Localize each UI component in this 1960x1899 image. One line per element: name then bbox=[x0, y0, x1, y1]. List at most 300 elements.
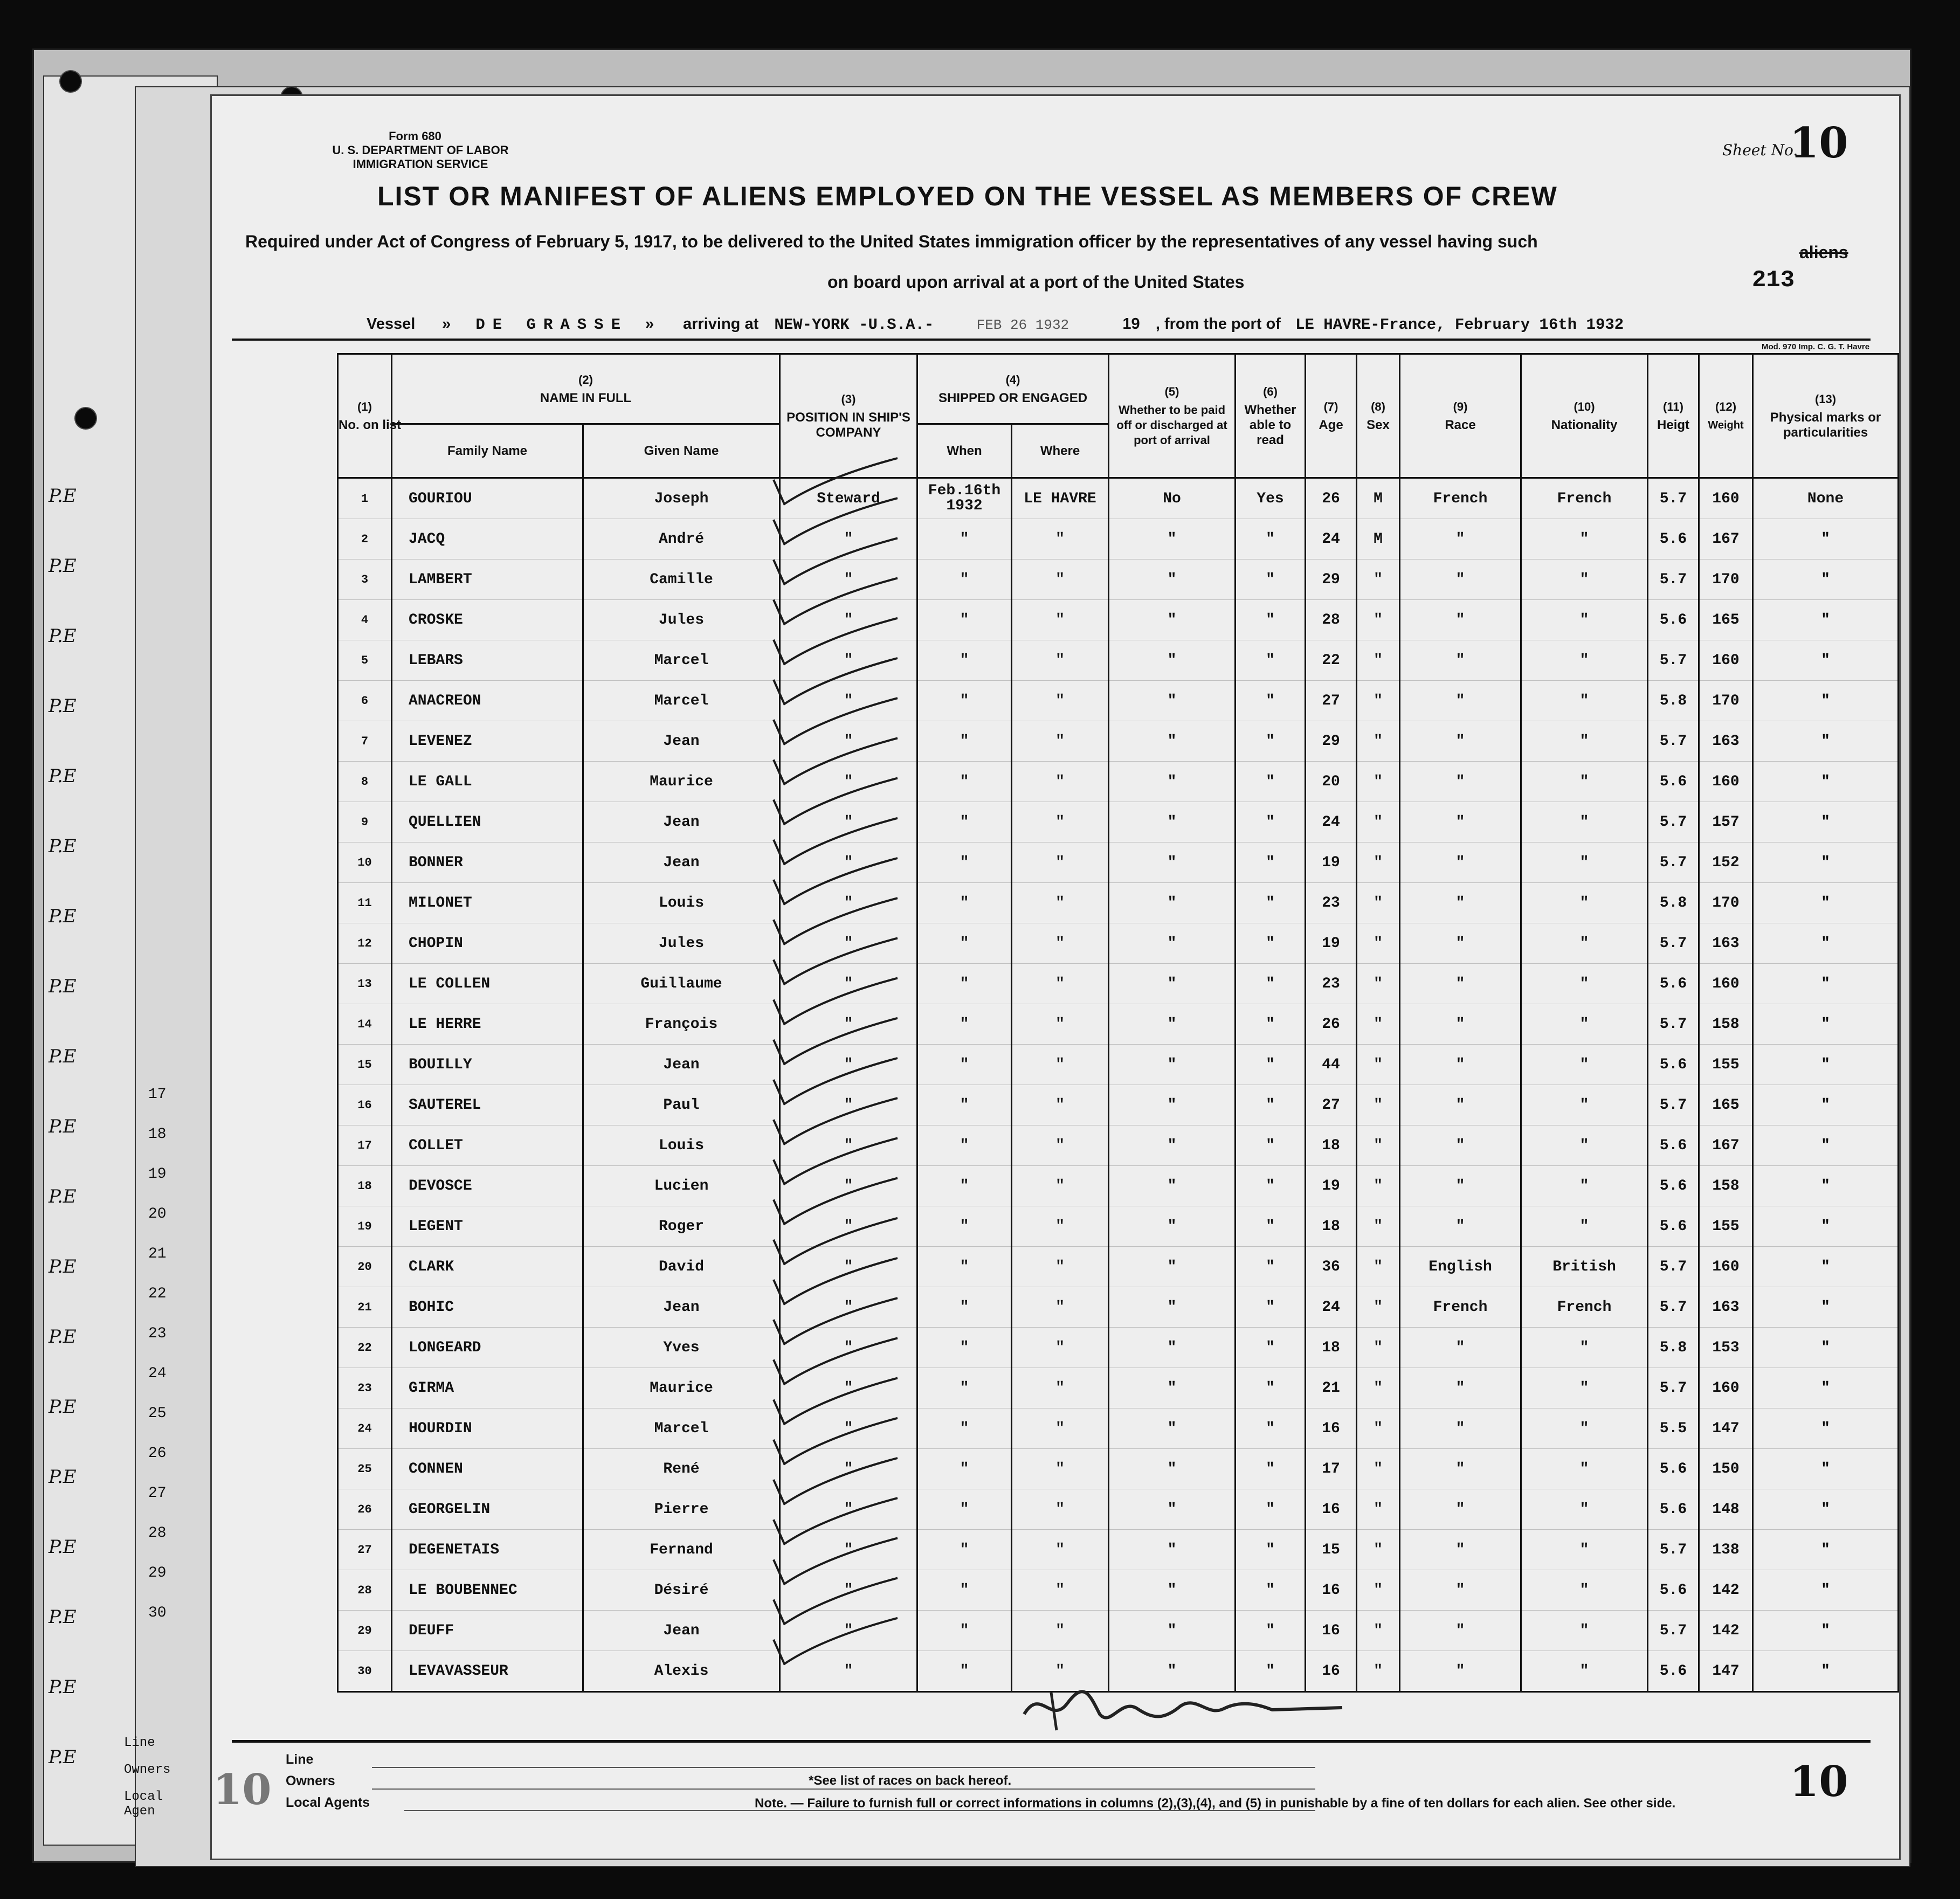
header-position: (3) POSITION IN SHIP'S COMPANY bbox=[780, 354, 917, 478]
cell-list-number: 27 bbox=[338, 1530, 392, 1570]
cell-race: " bbox=[1400, 1328, 1521, 1368]
check-mark bbox=[774, 698, 898, 744]
cell-given-name: Camille bbox=[583, 560, 780, 600]
cell-race: " bbox=[1400, 1166, 1521, 1206]
header-nationality: (10) Nationality bbox=[1521, 354, 1648, 478]
strip-number: 19 bbox=[148, 1166, 167, 1183]
cell-shipped-where: " bbox=[1012, 843, 1109, 883]
cell-shipped-where: " bbox=[1012, 762, 1109, 802]
cell-family-name: LONGEARD bbox=[392, 1328, 583, 1368]
cell-list-number: 16 bbox=[338, 1085, 392, 1125]
cell-paid-off: " bbox=[1109, 1247, 1236, 1287]
cell-able-to-read: Yes bbox=[1236, 478, 1306, 519]
cell-sex: " bbox=[1357, 600, 1400, 640]
cell-nationality: " bbox=[1521, 519, 1648, 560]
cell-physical-marks: " bbox=[1753, 1449, 1899, 1489]
cell-paid-off: " bbox=[1109, 600, 1236, 640]
cell-family-name: DEVOSCE bbox=[392, 1166, 583, 1206]
cell-race: " bbox=[1400, 640, 1521, 681]
cell-position: " bbox=[780, 1368, 917, 1408]
cell-sex: " bbox=[1357, 1206, 1400, 1247]
cell-age: 24 bbox=[1306, 802, 1357, 843]
cell-nationality: " bbox=[1521, 1206, 1648, 1247]
cell-weight: 160 bbox=[1699, 478, 1753, 519]
cell-nationality: " bbox=[1521, 1004, 1648, 1045]
cell-sex: " bbox=[1357, 964, 1400, 1004]
cell-list-number: 17 bbox=[338, 1125, 392, 1166]
cell-age: 28 bbox=[1306, 600, 1357, 640]
cell-race: " bbox=[1400, 843, 1521, 883]
cell-sex: " bbox=[1357, 721, 1400, 762]
cell-sex: " bbox=[1357, 1247, 1400, 1287]
cell-paid-off: " bbox=[1109, 640, 1236, 681]
cell-physical-marks: " bbox=[1753, 1489, 1899, 1530]
cell-able-to-read: " bbox=[1236, 1651, 1306, 1692]
pe-mark: P.E bbox=[49, 1746, 77, 1768]
check-mark bbox=[774, 1098, 898, 1144]
mod-note: Mod. 970 Imp. C. G. T. Havre bbox=[1762, 342, 1870, 351]
vessel-label: Vessel bbox=[367, 315, 416, 333]
cell-given-name: Maurice bbox=[583, 1368, 780, 1408]
footer-line-label: Line bbox=[286, 1752, 314, 1767]
cell-able-to-read: " bbox=[1236, 560, 1306, 600]
punch-hole bbox=[59, 70, 82, 93]
cell-height: 5.7 bbox=[1648, 1368, 1699, 1408]
cell-nationality: " bbox=[1521, 1530, 1648, 1570]
cell-height: 5.5 bbox=[1648, 1408, 1699, 1449]
header-shipped-engaged: (4) SHIPPED OR ENGAGED bbox=[917, 354, 1109, 424]
table-row bbox=[338, 1004, 1899, 1045]
cell-age: 20 bbox=[1306, 762, 1357, 802]
footer-owners-label: Owners bbox=[286, 1773, 335, 1788]
cell-age: 18 bbox=[1306, 1206, 1357, 1247]
cell-age: 17 bbox=[1306, 1449, 1357, 1489]
sheet-label: Sheet No. bbox=[1722, 141, 1798, 159]
cell-family-name: CONNEN bbox=[392, 1449, 583, 1489]
cell-paid-off: " bbox=[1109, 560, 1236, 600]
cell-age: 16 bbox=[1306, 1611, 1357, 1651]
cell-height: 5.7 bbox=[1648, 640, 1699, 681]
pe-mark: P.E bbox=[49, 1186, 77, 1207]
cell-position: " bbox=[780, 1408, 917, 1449]
cell-able-to-read: " bbox=[1236, 1247, 1306, 1287]
cell-able-to-read: " bbox=[1236, 762, 1306, 802]
cell-shipped-when: " bbox=[917, 1206, 1012, 1247]
cell-shipped-when: " bbox=[917, 1651, 1012, 1692]
strip-number: 21 bbox=[148, 1246, 167, 1262]
check-mark bbox=[774, 578, 898, 624]
cell-physical-marks: " bbox=[1753, 1004, 1899, 1045]
cell-family-name: SAUTEREL bbox=[392, 1085, 583, 1125]
cell-list-number: 10 bbox=[338, 843, 392, 883]
header-weight: (12) Weight bbox=[1699, 354, 1753, 478]
cell-shipped-where: " bbox=[1012, 1247, 1109, 1287]
check-mark bbox=[774, 1018, 898, 1064]
cell-race: " bbox=[1400, 681, 1521, 721]
cell-shipped-where: " bbox=[1012, 640, 1109, 681]
check-mark bbox=[774, 818, 898, 864]
cell-family-name: GEORGELIN bbox=[392, 1489, 583, 1530]
check-mark bbox=[774, 1418, 898, 1464]
cell-able-to-read: " bbox=[1236, 1449, 1306, 1489]
cell-paid-off: " bbox=[1109, 1449, 1236, 1489]
cell-height: 5.8 bbox=[1648, 883, 1699, 923]
cell-race: " bbox=[1400, 1611, 1521, 1651]
cell-given-name: Jean bbox=[583, 843, 780, 883]
cell-given-name: Jean bbox=[583, 1287, 780, 1328]
pe-mark: P.E bbox=[49, 906, 77, 927]
cell-given-name: Roger bbox=[583, 1206, 780, 1247]
cell-age: 24 bbox=[1306, 519, 1357, 560]
cell-family-name: COLLET bbox=[392, 1125, 583, 1166]
check-mark bbox=[774, 1138, 898, 1184]
check-mark bbox=[774, 498, 898, 544]
check-mark bbox=[774, 738, 898, 784]
cell-race: " bbox=[1400, 923, 1521, 964]
cell-weight: 163 bbox=[1699, 721, 1753, 762]
cell-weight: 160 bbox=[1699, 640, 1753, 681]
vessel-underline bbox=[232, 339, 1871, 341]
cell-given-name: Jean bbox=[583, 721, 780, 762]
cell-height: 5.6 bbox=[1648, 762, 1699, 802]
cell-list-number: 7 bbox=[338, 721, 392, 762]
cell-nationality: " bbox=[1521, 1328, 1648, 1368]
table-row bbox=[338, 1247, 1899, 1287]
cell-able-to-read: " bbox=[1236, 1166, 1306, 1206]
cell-height: 5.6 bbox=[1648, 1166, 1699, 1206]
cell-physical-marks: " bbox=[1753, 1368, 1899, 1408]
cell-height: 5.7 bbox=[1648, 478, 1699, 519]
cell-list-number: 21 bbox=[338, 1287, 392, 1328]
pe-mark: P.E bbox=[49, 695, 77, 717]
check-mark bbox=[774, 1058, 898, 1104]
vessel-row bbox=[367, 314, 1624, 334]
cell-list-number: 1 bbox=[338, 478, 392, 519]
cell-able-to-read: " bbox=[1236, 1570, 1306, 1611]
cell-position: " bbox=[780, 1449, 917, 1489]
cell-position: " bbox=[780, 1166, 917, 1206]
cell-given-name: David bbox=[583, 1247, 780, 1287]
cell-position: " bbox=[780, 802, 917, 843]
table-row bbox=[338, 1045, 1899, 1085]
cell-nationality: " bbox=[1521, 1408, 1648, 1449]
cell-physical-marks: " bbox=[1753, 1570, 1899, 1611]
cell-list-number: 6 bbox=[338, 681, 392, 721]
cell-shipped-where: " bbox=[1012, 1570, 1109, 1611]
cell-shipped-where: " bbox=[1012, 1004, 1109, 1045]
cell-shipped-when: " bbox=[917, 843, 1012, 883]
cell-age: 16 bbox=[1306, 1489, 1357, 1530]
cell-family-name: BONNER bbox=[392, 843, 583, 883]
table-row bbox=[338, 560, 1899, 600]
cell-weight: 167 bbox=[1699, 1125, 1753, 1166]
header-name-in-full: (2) NAME IN FULL bbox=[392, 354, 780, 424]
cell-height: 5.6 bbox=[1648, 1206, 1699, 1247]
cell-sex: " bbox=[1357, 1570, 1400, 1611]
cell-list-number: 5 bbox=[338, 640, 392, 681]
strip-number: 29 bbox=[148, 1565, 167, 1582]
pe-mark: P.E bbox=[49, 625, 77, 647]
cell-list-number: 2 bbox=[338, 519, 392, 560]
cell-sex: " bbox=[1357, 802, 1400, 843]
cell-sex: " bbox=[1357, 1368, 1400, 1408]
cell-physical-marks: " bbox=[1753, 681, 1899, 721]
cell-physical-marks: " bbox=[1753, 1247, 1899, 1287]
cell-position: " bbox=[780, 721, 917, 762]
cell-weight: 160 bbox=[1699, 1368, 1753, 1408]
cell-sex: " bbox=[1357, 883, 1400, 923]
cell-age: 26 bbox=[1306, 478, 1357, 519]
cell-weight: 165 bbox=[1699, 1085, 1753, 1125]
cell-paid-off: " bbox=[1109, 1045, 1236, 1085]
cell-height: 5.6 bbox=[1648, 1045, 1699, 1085]
cell-height: 5.8 bbox=[1648, 681, 1699, 721]
cell-position: " bbox=[780, 681, 917, 721]
cell-height: 5.6 bbox=[1648, 1125, 1699, 1166]
cell-given-name: Yves bbox=[583, 1328, 780, 1368]
strip-line-label: Line bbox=[124, 1736, 155, 1750]
cell-given-name: Marcel bbox=[583, 681, 780, 721]
cell-age: 24 bbox=[1306, 1287, 1357, 1328]
cell-sex: " bbox=[1357, 923, 1400, 964]
cell-weight: 163 bbox=[1699, 1287, 1753, 1328]
cell-physical-marks: " bbox=[1753, 964, 1899, 1004]
cell-weight: 155 bbox=[1699, 1206, 1753, 1247]
cell-height: 5.6 bbox=[1648, 1489, 1699, 1530]
cell-able-to-read: " bbox=[1236, 681, 1306, 721]
cell-list-number: 25 bbox=[338, 1449, 392, 1489]
cell-age: 29 bbox=[1306, 721, 1357, 762]
pe-mark: P.E bbox=[49, 1256, 77, 1277]
cell-paid-off: No bbox=[1109, 478, 1236, 519]
cell-given-name: Marcel bbox=[583, 1408, 780, 1449]
cell-shipped-where: " bbox=[1012, 1368, 1109, 1408]
pe-mark: P.E bbox=[49, 1396, 77, 1418]
cell-family-name: DEGENETAIS bbox=[392, 1530, 583, 1570]
cell-race: " bbox=[1400, 964, 1521, 1004]
cell-shipped-where: " bbox=[1012, 883, 1109, 923]
cell-nationality: " bbox=[1521, 721, 1648, 762]
cell-given-name: Fernand bbox=[583, 1530, 780, 1570]
cell-shipped-where: " bbox=[1012, 600, 1109, 640]
check-mark bbox=[774, 538, 898, 584]
cell-shipped-where: " bbox=[1012, 964, 1109, 1004]
table-row bbox=[338, 1408, 1899, 1449]
check-mark bbox=[774, 1498, 898, 1544]
cell-shipped-where: " bbox=[1012, 1489, 1109, 1530]
cell-position: " bbox=[780, 1530, 917, 1570]
cell-nationality: French bbox=[1521, 478, 1648, 519]
cell-paid-off: " bbox=[1109, 1368, 1236, 1408]
cell-paid-off: " bbox=[1109, 1328, 1236, 1368]
header-height: (11) Heigt bbox=[1648, 354, 1699, 478]
required-line-1: Required under Act of Congress of February 5, 1917, to be delivered to the United States immigration officer by the representatives of any vessel having such bbox=[245, 232, 1538, 251]
cell-weight: 160 bbox=[1699, 762, 1753, 802]
cell-race: " bbox=[1400, 1530, 1521, 1570]
cell-race: " bbox=[1400, 1449, 1521, 1489]
check-mark bbox=[774, 1338, 898, 1384]
cell-physical-marks: " bbox=[1753, 1085, 1899, 1125]
cell-paid-off: " bbox=[1109, 883, 1236, 923]
cell-shipped-where: " bbox=[1012, 681, 1109, 721]
cell-physical-marks: " bbox=[1753, 1045, 1899, 1085]
cell-paid-off: " bbox=[1109, 1085, 1236, 1125]
cell-position: " bbox=[780, 1247, 917, 1287]
cell-sex: " bbox=[1357, 681, 1400, 721]
cell-height: 5.7 bbox=[1648, 1004, 1699, 1045]
cell-shipped-when: " bbox=[917, 721, 1012, 762]
cell-height: 5.7 bbox=[1648, 721, 1699, 762]
cell-sex: " bbox=[1357, 1489, 1400, 1530]
arriving-port: NEW-YORK -U.S.A.- bbox=[774, 316, 934, 334]
arriving-label: arriving at bbox=[683, 315, 759, 333]
cell-age: 15 bbox=[1306, 1530, 1357, 1570]
cell-sex: " bbox=[1357, 1408, 1400, 1449]
cell-physical-marks: " bbox=[1753, 802, 1899, 843]
cell-able-to-read: " bbox=[1236, 1489, 1306, 1530]
inspector-signature bbox=[1019, 1676, 1353, 1736]
cell-race: " bbox=[1400, 1651, 1521, 1692]
cell-height: 5.7 bbox=[1648, 1287, 1699, 1328]
cell-nationality: " bbox=[1521, 560, 1648, 600]
cell-shipped-where: " bbox=[1012, 721, 1109, 762]
cell-sex: " bbox=[1357, 843, 1400, 883]
cell-age: 44 bbox=[1306, 1045, 1357, 1085]
table-row bbox=[338, 681, 1899, 721]
cell-paid-off: " bbox=[1109, 1287, 1236, 1328]
table-row bbox=[338, 883, 1899, 923]
cell-height: 5.6 bbox=[1648, 519, 1699, 560]
pe-mark: P.E bbox=[49, 485, 77, 507]
cell-paid-off: " bbox=[1109, 802, 1236, 843]
cell-family-name: LE COLLEN bbox=[392, 964, 583, 1004]
cell-sex: " bbox=[1357, 1651, 1400, 1692]
cell-able-to-read: " bbox=[1236, 600, 1306, 640]
table-row bbox=[338, 1085, 1899, 1125]
cell-physical-marks: " bbox=[1753, 1287, 1899, 1328]
cell-shipped-where: " bbox=[1012, 1287, 1109, 1328]
table-row bbox=[338, 1611, 1899, 1651]
cell-family-name: LE HERRE bbox=[392, 1004, 583, 1045]
year-label: 19 bbox=[1122, 315, 1140, 333]
header-race: (9) Race bbox=[1400, 354, 1521, 478]
cell-nationality: " bbox=[1521, 600, 1648, 640]
left-sheet-strip bbox=[49, 108, 183, 1833]
cell-nationality: " bbox=[1521, 843, 1648, 883]
cell-weight: 165 bbox=[1699, 600, 1753, 640]
cell-shipped-where: " bbox=[1012, 1328, 1109, 1368]
cell-race: English bbox=[1400, 1247, 1521, 1287]
punch-hole bbox=[74, 407, 97, 430]
header-physical-marks: (13) Physical marks or particularities bbox=[1753, 354, 1899, 478]
cell-paid-off: " bbox=[1109, 681, 1236, 721]
cell-nationality: " bbox=[1521, 802, 1648, 843]
table-row bbox=[338, 802, 1899, 843]
cell-shipped-where: " bbox=[1012, 1530, 1109, 1570]
cell-list-number: 3 bbox=[338, 560, 392, 600]
cell-race: French bbox=[1400, 478, 1521, 519]
cell-list-number: 9 bbox=[338, 802, 392, 843]
cell-able-to-read: " bbox=[1236, 1530, 1306, 1570]
check-mark bbox=[774, 1218, 898, 1264]
cell-physical-marks: " bbox=[1753, 762, 1899, 802]
cell-position: " bbox=[780, 640, 917, 681]
strip-owners-label: Owners bbox=[124, 1763, 171, 1777]
cell-position: " bbox=[780, 1004, 917, 1045]
check-mark bbox=[774, 898, 898, 944]
header-family-name: Family Name bbox=[392, 424, 583, 478]
pe-mark: P.E bbox=[49, 1536, 77, 1558]
footer-rule bbox=[232, 1740, 1871, 1743]
cell-height: 5.6 bbox=[1648, 964, 1699, 1004]
cell-race: " bbox=[1400, 560, 1521, 600]
cell-weight: 163 bbox=[1699, 923, 1753, 964]
cell-race: " bbox=[1400, 1368, 1521, 1408]
cell-height: 5.7 bbox=[1648, 1085, 1699, 1125]
cell-physical-marks: " bbox=[1753, 1611, 1899, 1651]
strip-number: 28 bbox=[148, 1525, 167, 1542]
cell-able-to-read: " bbox=[1236, 1004, 1306, 1045]
cell-sex: " bbox=[1357, 1125, 1400, 1166]
check-mark bbox=[774, 778, 898, 824]
cell-able-to-read: " bbox=[1236, 1125, 1306, 1166]
footer-local-agents-label: Local Agents bbox=[286, 1795, 370, 1810]
cell-given-name: Guillaume bbox=[583, 964, 780, 1004]
cell-physical-marks: " bbox=[1753, 560, 1899, 600]
pe-mark: P.E bbox=[49, 1466, 77, 1488]
cell-paid-off: " bbox=[1109, 1530, 1236, 1570]
table-row bbox=[338, 1287, 1899, 1328]
cell-nationality: British bbox=[1521, 1247, 1648, 1287]
cell-position: " bbox=[780, 1328, 917, 1368]
cell-race: " bbox=[1400, 802, 1521, 843]
strip-local-label: Local Agen bbox=[124, 1790, 163, 1819]
cell-race: " bbox=[1400, 1004, 1521, 1045]
cell-list-number: 22 bbox=[338, 1328, 392, 1368]
cell-weight: 155 bbox=[1699, 1045, 1753, 1085]
cell-sex: " bbox=[1357, 1328, 1400, 1368]
cell-age: 23 bbox=[1306, 883, 1357, 923]
cell-given-name: René bbox=[583, 1449, 780, 1489]
table-row bbox=[338, 1166, 1899, 1206]
cell-race: " bbox=[1400, 1125, 1521, 1166]
cell-list-number: 29 bbox=[338, 1611, 392, 1651]
penalty-note: Note. — Failure to furnish full or correct informations in columns (2),(3),(4), and (5) in punishable by a fine of ten dollars for each alien. See other side. bbox=[755, 1796, 1676, 1811]
cell-race: " bbox=[1400, 1085, 1521, 1125]
cell-weight: 170 bbox=[1699, 560, 1753, 600]
cell-paid-off: " bbox=[1109, 923, 1236, 964]
cell-shipped-where: " bbox=[1012, 1045, 1109, 1085]
cell-list-number: 26 bbox=[338, 1489, 392, 1530]
cell-sex: " bbox=[1357, 1449, 1400, 1489]
table-row bbox=[338, 600, 1899, 640]
header-given-name: Given Name bbox=[583, 424, 780, 478]
cell-sex: " bbox=[1357, 1530, 1400, 1570]
header-when: When bbox=[917, 424, 1012, 478]
cell-paid-off: " bbox=[1109, 519, 1236, 560]
cell-sex: " bbox=[1357, 1611, 1400, 1651]
cell-physical-marks: " bbox=[1753, 883, 1899, 923]
cell-physical-marks: " bbox=[1753, 1206, 1899, 1247]
cell-shipped-where: " bbox=[1012, 1166, 1109, 1206]
cell-family-name: CHOPIN bbox=[392, 923, 583, 964]
sheet-number-bottom-left: 10 bbox=[213, 1765, 272, 1814]
cell-age: 19 bbox=[1306, 923, 1357, 964]
check-mark bbox=[774, 1178, 898, 1224]
table-row bbox=[338, 1125, 1899, 1166]
cell-paid-off: " bbox=[1109, 1570, 1236, 1611]
cell-shipped-when: " bbox=[917, 923, 1012, 964]
